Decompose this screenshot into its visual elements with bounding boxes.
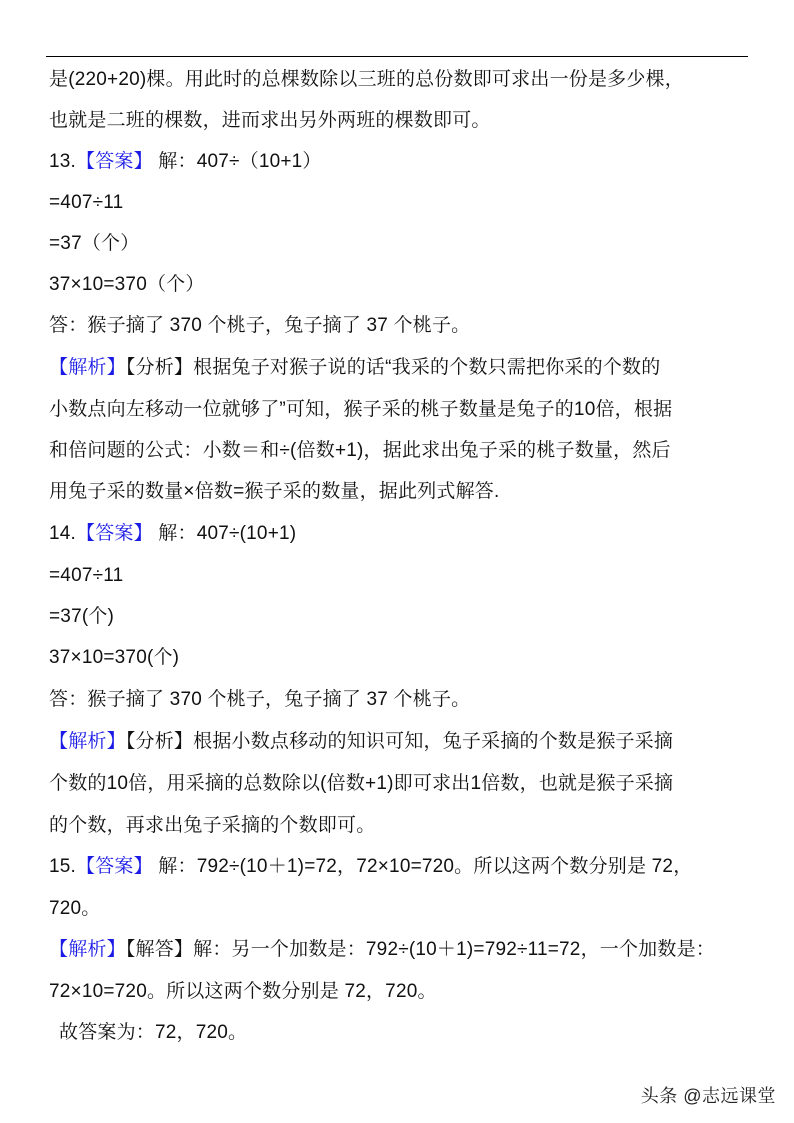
text-line [49,389,672,430]
line-text: 也就是二班的棵数，进而求出另外两班的棵数即可。 [49,110,491,131]
line-text: =37（个） [49,233,140,254]
line-text: 37×10=370（个） [49,274,205,295]
line-text: 个数的10倍，用采摘的总数除以(倍数+1)即可求出1倍数，也就是猴子采摘 [49,773,674,794]
line-text: =407÷11 [49,565,124,586]
watermark: 头条 @志远课堂 [640,1086,776,1106]
text-line [49,763,673,804]
text-line [49,637,179,678]
line-text: 用兔子采的数量×倍数=猴子采的数量，据此列式解答. [49,481,500,502]
line-text: 15. [49,856,77,877]
section-label: 【解析】 [49,939,126,960]
line-text: 解：407÷(10+1) [152,523,297,544]
line-text: 和倍问题的公式：小数＝和÷(倍数+1)，据此求出兔子采的桃子数量，然后 [49,440,671,461]
line-text: 是(220+20)棵。用此时的总棵数除以三班的总份数即可求出一份是多少棵， [49,69,684,90]
text-line [49,471,499,512]
text-line [49,264,205,305]
line-text: 14. [49,523,77,544]
line-text: 13. [49,151,77,172]
line-text: 37×10=370(个) [49,647,180,668]
section-label: 【答案】 [76,856,153,877]
line-text: =407÷11 [49,192,124,213]
line-text: 解：407÷（10+1） [152,151,322,172]
text-line [49,182,123,223]
section-label: 【答案】 [76,523,153,544]
text-line [49,888,101,929]
line-text: 解：792÷(10＋1)=72，72×10=720。所以这两个数分别是 72， [152,856,693,877]
text-line [49,513,296,554]
text-line [49,223,139,264]
text-line [49,805,375,846]
line-text: 小数点向左移动一位就够了”可知，猴子采的桃子数量是兔子的10倍，根据 [49,399,673,420]
line-text: 【解答】解：另一个加数是：792÷(10＋1)=792÷11=72，一个加数是： [125,939,715,960]
line-text: 答：猴子摘了 370 个桃子，兔子摘了 37 个桃子。 [49,689,471,710]
text-line [49,596,114,637]
text-line [49,679,470,720]
text-line [49,141,322,182]
line-text: 故答案为：72，720。 [59,1022,248,1043]
text-line [49,846,692,887]
text-line [49,929,715,970]
text-line [49,59,684,100]
line-text: 的个数，再求出兔子采摘的个数即可。 [49,815,376,836]
header-rule [46,56,748,57]
line-text: 720。 [49,898,101,919]
section-label: 【答案】 [76,151,153,172]
text-line [49,100,491,141]
text-line [49,1012,247,1053]
line-text: 答：猴子摘了 370 个桃子，兔子摘了 37 个桃子。 [49,315,471,336]
text-line [49,555,123,596]
line-text: =37(个) [49,606,115,627]
text-line [49,721,673,762]
section-label: 【解析】 [49,357,126,378]
text-line [49,430,671,471]
line-text: 【分析】根据兔子对猴子说的话“我采的个数只需把你采的个数的 [125,357,661,378]
line-text: 【分析】根据小数点移动的知识可知，兔子采摘的个数是猴子采摘 [125,731,674,752]
line-text: 72×10=720。所以这两个数分别是 72，720。 [49,981,437,1002]
text-line [49,305,470,346]
text-line [49,971,437,1012]
text-line [49,347,660,388]
section-label: 【解析】 [49,731,126,752]
